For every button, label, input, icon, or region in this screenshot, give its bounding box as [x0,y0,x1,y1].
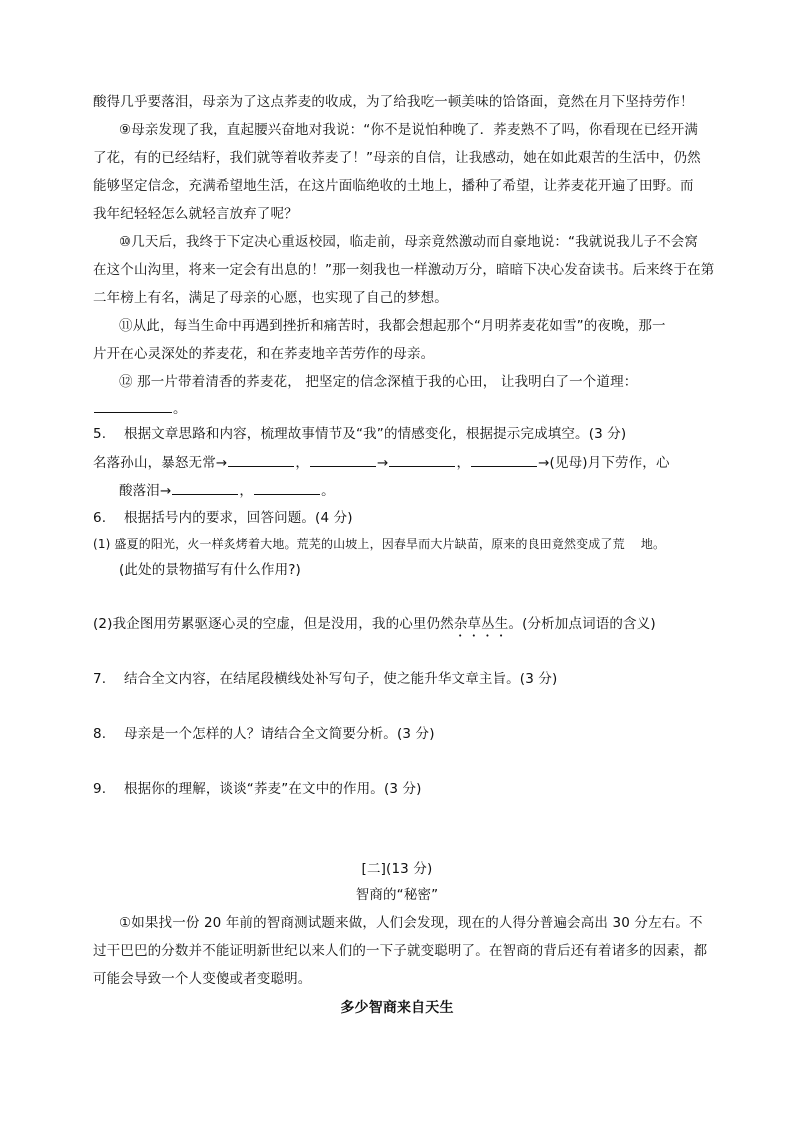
answer-blank-q5-3[interactable] [389,452,455,467]
question-9 [93,779,422,799]
question-5-row-2 [119,480,335,501]
paragraph-9-line-2: 了花，有的已经结籽，我们就等着收荞麦了！”母亲的自信，让我感动，她在如此艰苦的生活中，仍然 [93,150,701,166]
answer-blank-q5-6[interactable] [254,480,320,495]
comma: ， [295,455,309,471]
paragraph-8-end: 酸得几乎要落泪，母亲为了这点荞麦的收成，为了给我吃一顿美味的饸饹面，竟然在月下坚持劳作！ [93,94,694,110]
q6-2-requirement: 。(分析加点词语的含义) [508,616,656,632]
arrow: → [376,455,389,471]
q5-prompt-2: →(见母)月下劳作，心 [538,455,670,471]
paragraph-9-line-4: 我年纪轻轻怎么就轻言放弃了呢？ [93,206,298,222]
period: 。 [321,483,335,499]
passage-subtitle: 多少智商来自天生 [340,1000,454,1016]
question-7-number: 7. [93,671,107,687]
question-6-1-quote: (1) 盛夏的阳光，火一样炙烤着大地。荒芜的山坡上，因春旱而大片缺苗，原来的良田竟然变成了荒 地。 [93,537,666,551]
passage-title: 智商的“秘密” [355,887,439,903]
question-6-1-requirement: (此处的景物描写有什么作用?) [119,562,301,578]
period: 。 [173,401,187,417]
answer-blank-q5-5[interactable] [172,480,238,495]
section-heading: [二](13 分) [361,861,433,877]
answer-blank-q5-2[interactable] [310,452,376,467]
question-8-number: 8. [93,726,107,742]
paragraph-10-line-2: 在这个山沟里，将来一定会有出息的！”那一刻我也一样激动万分，暗暗下决心发奋读书。后来终于在第 [93,262,715,278]
paragraph-10-line-1: ⑩几天后，我终于下定决心重返校园，临走前，母亲竟然激动而自豪地说：“我就说我儿子不会窝 [119,234,699,250]
paragraph-12-line-1: ⑫ 那一片带着清香的荞麦花， 把坚定的信念深植于我的心田， 让我明白了一个道理： [119,374,638,390]
paragraph-9-line-3: 能够坚定信念，充满希望地生活，在这片面临绝收的土地上，播种了希望，让荞麦花开遍了田野。而 [93,178,694,194]
question-9-number: 9. [93,781,107,797]
question-6 [93,508,353,528]
question-9-text: 根据你的理解，谈谈“荞麦”在文中的作用。(3 分) [123,781,422,797]
answer-blank-q5-4[interactable] [471,452,537,467]
question-6-2 [93,614,656,640]
passage-2-paragraph-1-line-3: 可能会导致一个人变傻或者变聪明。 [93,971,312,987]
paragraph-10-line-3: 二年榜上有名，满足了母亲的心愿，也实现了自己的梦想。 [93,290,448,306]
q6-2-sentence: (2)我企图用劳累驱逐心灵的空虚，但是没用，我的心里仍然 [93,616,454,632]
question-5-text: 根据文章思路和内容，梳理故事情节及“我”的情感变化，根据提示完成填空。(3 分) [123,426,627,442]
paragraph-11-line-1: ⑪从此，每当生命中再遇到挫折和痛苦时，我都会想起那个“月明荞麦花如雪”的夜晚，那一 [119,318,666,334]
question-5-number: 5. [93,426,107,442]
question-6-text: 根据括号内的要求，回答问题。(4 分) [123,510,353,526]
passage-2-paragraph-1-line-2: 过干巴巴的分数并不能证明新世纪以来人们的一下子就变聪明了。在智商的背后还有着诸多的因素，都 [93,943,708,959]
dotted-phrase: 杂草丛生 [453,616,509,632]
question-5-row-1 [93,452,670,473]
paragraph-9-line-1: ⑨母亲发现了我，直起腰兴奋地对我说：“你不是说怕种晚了．荞麦熟不了吗，你看现在已经开满 [119,122,699,138]
passage-2-paragraph-1-line-1: ①如果找一份 20 年前的智商测试题来做，人们会发现，现在的人得分普遍会高出 30 分左右。不 [119,915,703,931]
question-8 [93,724,435,744]
comma: ， [456,455,471,471]
q5-prompt-3: 酸落泪→ [119,483,172,499]
answer-blank-q5-1[interactable] [228,452,294,467]
question-7-text: 结合全文内容，在结尾段横线处补写句子，使之能升华文章主旨。(3 分) [123,671,558,687]
paragraph-11-line-2: 片开在心灵深处的荞麦花，和在荞麦地辛苦劳作的母亲。 [93,346,435,362]
question-7 [93,669,557,689]
comma: ， [239,483,254,499]
answer-blank-q7[interactable] [94,398,172,413]
q5-prompt-1: 名落孙山，暴怒无常→ [93,455,228,471]
question-5 [93,424,626,444]
question-6-number: 6. [93,510,107,526]
question-8-text: 母亲是一个怎样的人？请结合全文简要分析。(3 分) [123,726,435,742]
paragraph-12-answer-line [93,398,187,419]
